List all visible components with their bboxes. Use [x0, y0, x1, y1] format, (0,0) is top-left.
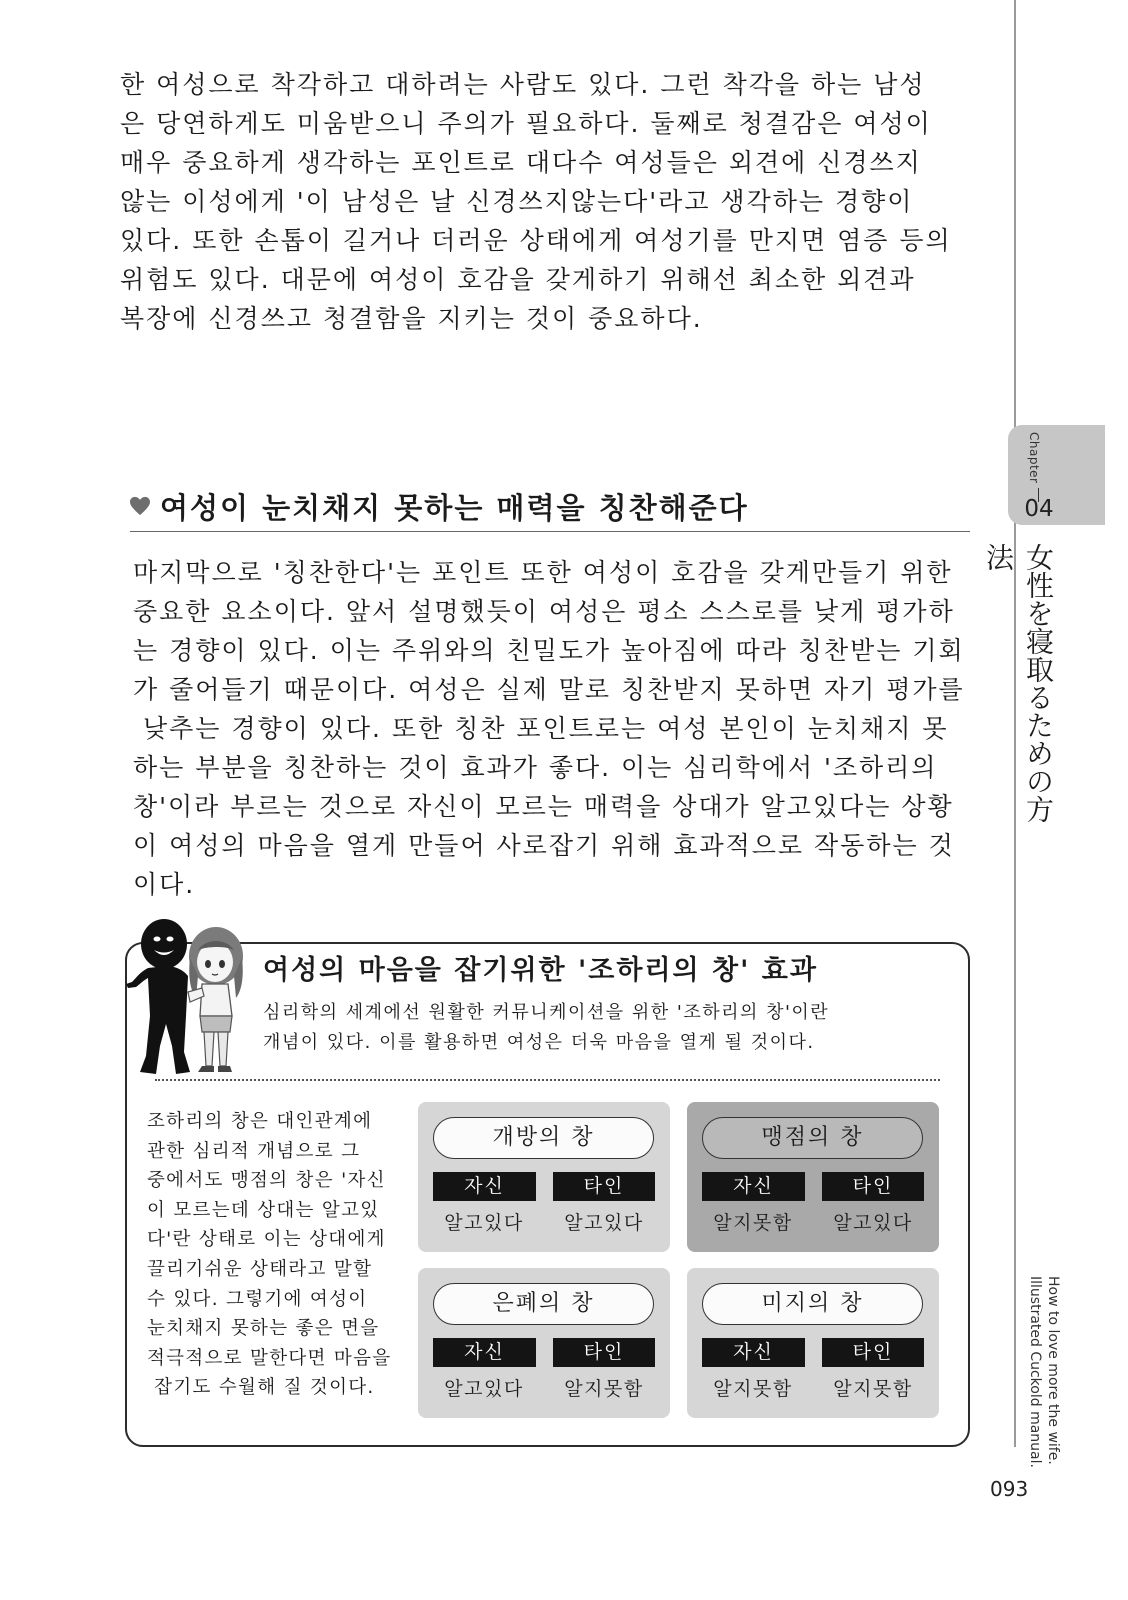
intro-paragraph: [120, 65, 970, 338]
self-value: 알지못함: [713, 1378, 793, 1400]
intro-line: 위험도 있다. 대문에 여성이 호감을 갖게하기 위해선 최소한 외견과: [120, 265, 916, 294]
window-card-blind: [687, 1102, 939, 1252]
couple-illustration: [126, 916, 250, 1080]
self-label: 자신: [702, 1338, 805, 1367]
intro-line: 않는 이성에게 '이 남성은 날 신경쓰지않는다'라고 생각하는 경향이: [120, 187, 914, 216]
other-label: 타인: [822, 1338, 924, 1367]
box-body-line: 눈치채지 못하는 좋은 면을: [147, 1318, 380, 1340]
other-value: 알지못함: [564, 1378, 644, 1400]
window-title: 맹점의 창: [702, 1117, 923, 1159]
silhouette-man: [126, 919, 190, 1074]
dotted-divider: [155, 1079, 940, 1081]
self-value: 알고있다: [444, 1378, 524, 1400]
book-title-line: How to love more the wife.: [1045, 1276, 1061, 1465]
heart-icon: [129, 496, 151, 516]
self-label: 자신: [433, 1338, 536, 1367]
chapter-label: Chapter: [1027, 432, 1041, 484]
window-title: 개방의 창: [433, 1117, 654, 1159]
section-line: 중요한 요소이다. 앞서 설명했듯이 여성은 평소 스스로를 낮게 평가하: [133, 597, 955, 626]
intro-line: 한 여성으로 착각하고 대하려는 사람도 있다. 그런 착각을 하는 남성: [120, 70, 926, 99]
box-body-line: 조하리의 창은 대인관계에: [147, 1111, 373, 1132]
box-title: 여성의 마음을 잡기위한 '조하리의 창' 효과: [263, 955, 818, 986]
section-line: 는 경향이 있다. 이는 주위와의 친밀도가 높아짐에 따라 칭찬받는 기회: [133, 636, 965, 665]
section-line: 이다.: [133, 870, 196, 899]
window-title: 은폐의 창: [433, 1283, 654, 1325]
box-body-line: 이 모르는데 상대는 알고있: [147, 1199, 380, 1221]
window-card-hidden: [418, 1268, 670, 1418]
box-body-line: 끌리기쉬운 상태라고 말할: [147, 1258, 373, 1280]
window-title: 미지의 창: [702, 1283, 923, 1325]
section-line: 낮추는 경향이 있다. 또한 칭찬 포인트로는 여성 본인이 눈치채지 못: [133, 714, 949, 743]
box-body-line: 수 있다. 그렇기에 여성이: [147, 1288, 368, 1310]
page-number: 093: [990, 1477, 1029, 1501]
section-paragraph: [133, 553, 973, 904]
intro-line: 있다. 또한 손톱이 길거나 더러운 상태에게 여성기를 만지면 염증 등의: [120, 226, 952, 255]
section-line: 마지막으로 '칭찬한다'는 포인트 또한 여성이 호감을 갖게만들기 위한: [133, 558, 953, 587]
self-label: 자신: [702, 1172, 805, 1201]
intro-line: 매우 중요하게 생각하는 포인트로 대다수 여성들은 외견에 신경쓰지: [120, 148, 922, 177]
window-card-open: [418, 1102, 670, 1252]
other-value: 알고있다: [833, 1212, 913, 1234]
book-title: [1026, 1276, 1062, 1468]
box-subtitle: [263, 998, 829, 1058]
chapter-number: 04: [1024, 496, 1054, 522]
sidebar-rule: [1014, 0, 1016, 1447]
box-body-line: 잡기도 수월해 질 것이다.: [147, 1377, 375, 1399]
box-subtitle-line: 심리학의 세계에선 원활한 커뮤니케이션을 위한 '조하리의 창'이란: [263, 1002, 830, 1023]
other-value: 알지못함: [833, 1378, 913, 1400]
intro-line: 은 당연하게도 미움받으니 주의가 필요하다. 둘째로 청결감은 여성이: [120, 109, 932, 138]
self-value: 알고있다: [444, 1212, 524, 1234]
heading-underline: [130, 531, 970, 532]
section-heading: 여성이 눈치채지 못하는 매력을 칭찬해준다: [160, 491, 749, 525]
section-line: 이 여성의 마음을 열게 만들어 사로잡기 위해 효과적으로 작동하는 것: [133, 831, 955, 860]
section-line: 하는 부분을 칭찬하는 것이 효과가 좋다. 이는 심리학에서 '조하리의: [133, 753, 938, 782]
box-body-line: 적극적으로 말한다면 마음을: [147, 1347, 392, 1369]
window-card-unknown: [687, 1268, 939, 1418]
box-body-text: [147, 1107, 417, 1403]
section-line: 창'이라 부르는 것으로 자신이 모르는 매력을 상대가 알고있다는 상황: [133, 792, 954, 821]
other-label: 타인: [553, 1338, 655, 1367]
intro-line: 복장에 신경쓰고 청결함을 지키는 것이 중요하다.: [120, 304, 703, 333]
other-value: 알고있다: [564, 1212, 644, 1234]
other-label: 타인: [822, 1172, 924, 1201]
self-value: 알지못함: [713, 1212, 793, 1234]
box-body-line: 중에서도 맹점의 창은 '자신: [147, 1170, 386, 1192]
chapter-title: 女性を寝取るための方法: [982, 543, 1055, 823]
girl-figure: [188, 927, 243, 1072]
book-title-line: Illustrated Cuckold manual.: [1027, 1276, 1043, 1468]
box-body-line: 다'란 상태로 이는 상대에게: [147, 1229, 386, 1251]
self-label: 자신: [433, 1172, 536, 1201]
box-subtitle-line: 개념이 있다. 이를 활용하면 여성은 더욱 마음을 열게 될 것이다.: [263, 1032, 815, 1053]
other-label: 타인: [553, 1172, 655, 1201]
box-body-line: 관한 심리적 개념으로 그: [147, 1140, 361, 1162]
section-line: 가 줄어들기 때문이다. 여성은 실제 말로 칭찬받지 못하면 자기 평가를: [133, 675, 965, 704]
